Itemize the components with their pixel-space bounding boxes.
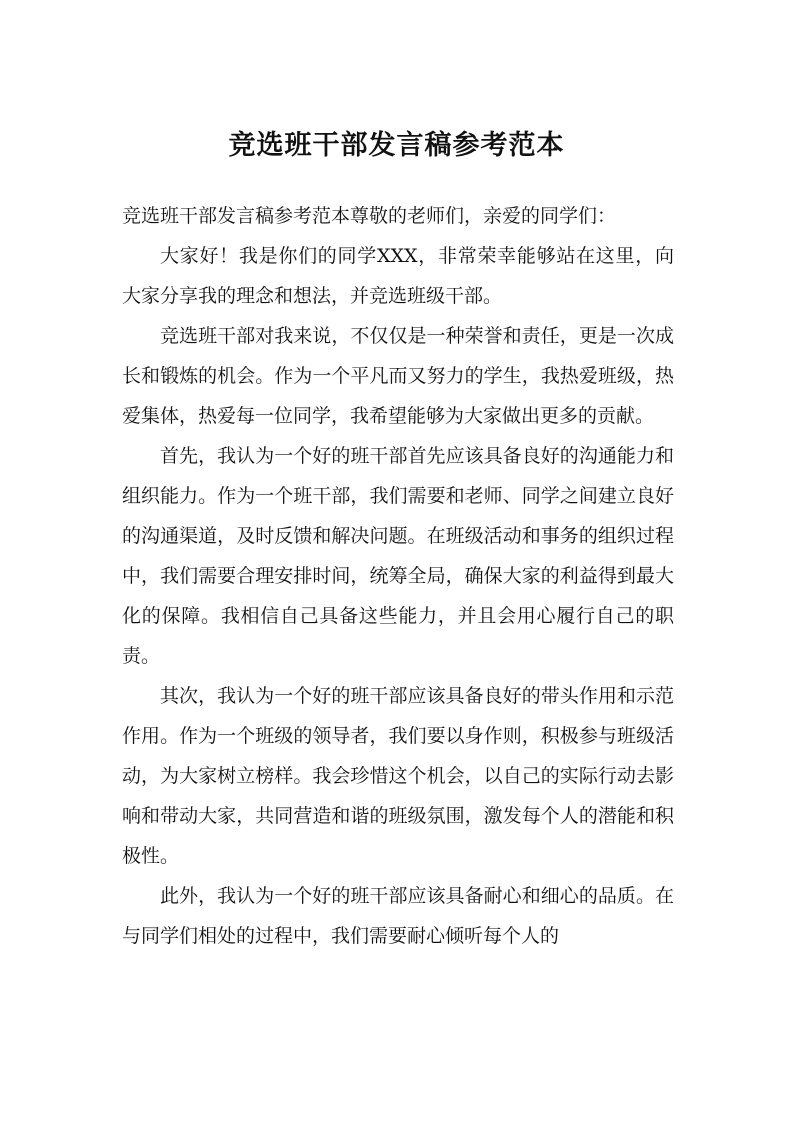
document-body (122, 196, 674, 956)
body-paragraph: 其次，我认为一个好的班干部应该具备良好的带头作用和示范作用。作为一个班级的领导者，我们要以身作则，积极参与班级活动，为大家树立榜样。我会珍惜这个机会，以自己的实际行动去影响和带动大家，共同营造和谐的班级氛围，激发每个人的潜能和积极性。 (122, 685, 674, 867)
document-title: 竞选班干部发言稿参考范本 (228, 130, 565, 161)
greeting-paragraph: 竞选班干部发言稿参考范本尊敬的老师们，亲爱的同学们： (122, 205, 617, 227)
body-paragraph: 此外，我认为一个好的班干部应该具备耐心和细心的品质。在与同学们相处的过程中，我们需要耐心倾听每个人的 (122, 885, 674, 947)
body-paragraph: 首先，我认为一个好的班干部首先应该具备良好的沟通能力和组织能力。作为一个班干部，我们需要和老师、同学之间建立良好的沟通渠道，及时反馈和解决问题。在班级活动和事务的组织过程中，我们需要合理安排时间，统筹全局，确保大家的利益得到最大化的保障。我相信自己具备这些能力，并且会用心履行自己的职责。 (122, 445, 674, 667)
body-paragraph: 大家好！我是你们的同学XXX，非常荣幸能够站在这里，向大家分享我的理念和想法，并竞选班级干部。 (122, 245, 674, 307)
body-paragraph: 竞选班干部对我来说，不仅仅是一种荣誉和责任，更是一次成长和锻炼的机会。作为一个平凡而又努力的学生，我热爱班级，热爱集体，热爱每一位同学，我希望能够为大家做出更多的贡献。 (122, 325, 674, 427)
